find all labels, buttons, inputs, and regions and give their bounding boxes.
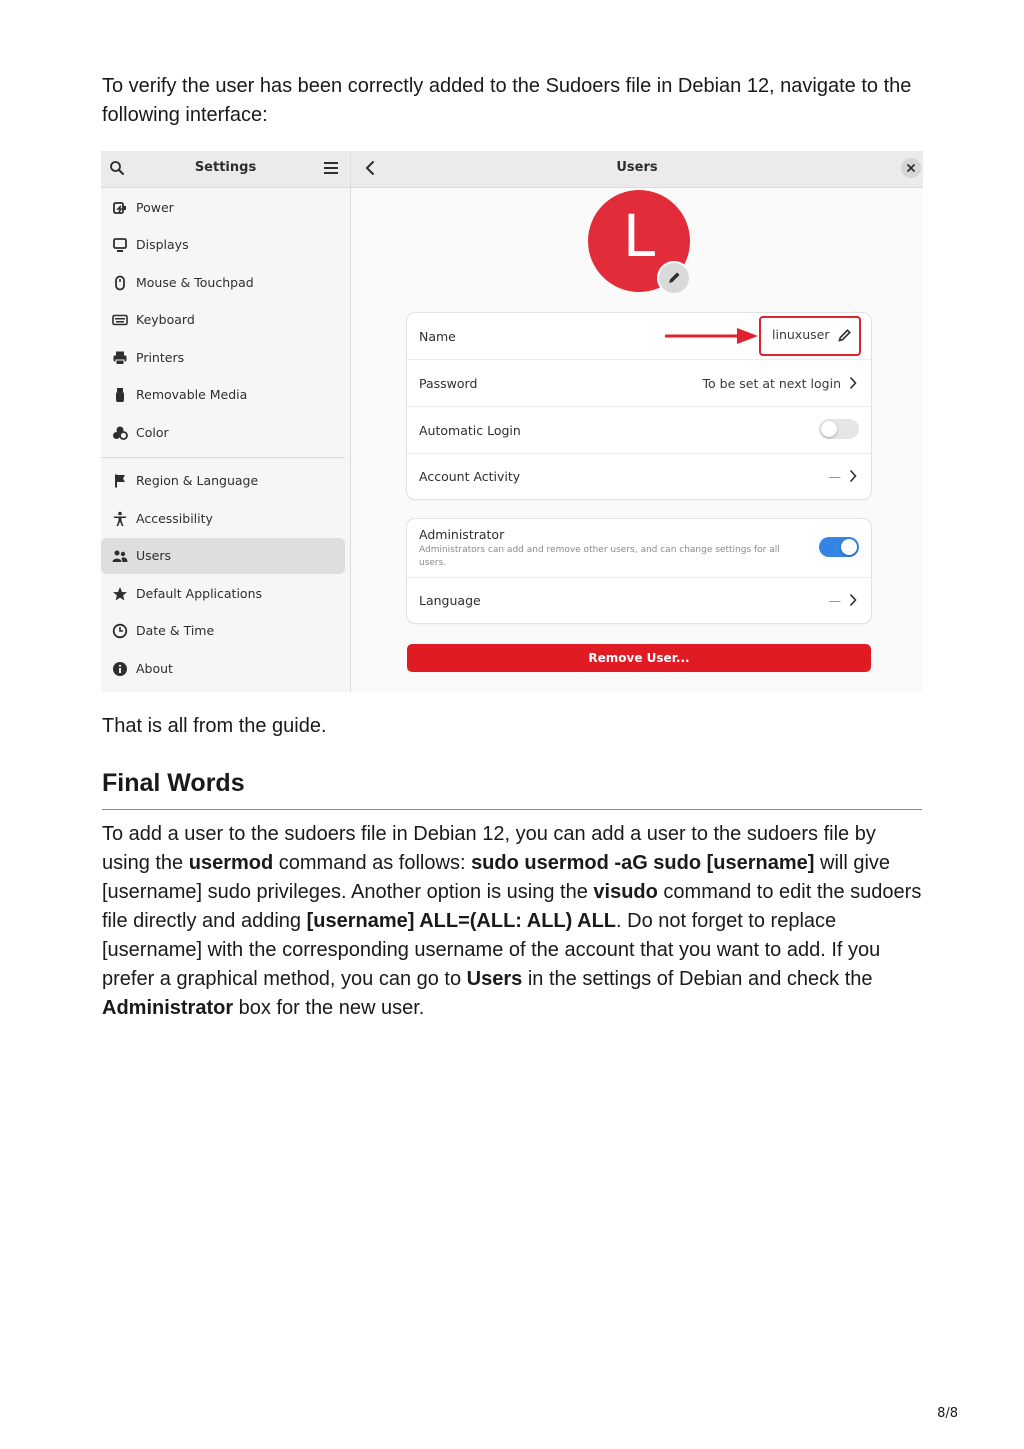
- panel-title: Users: [616, 160, 658, 175]
- switch-knob: [821, 421, 837, 437]
- chevron-right-icon: [849, 593, 857, 607]
- switch-knob: [841, 539, 857, 555]
- sidebar-item-label: Printers: [136, 350, 185, 365]
- usb-icon: [112, 387, 128, 403]
- administrator-description: Administrators can add and remove other users, and can change settings for all users.: [419, 545, 780, 568]
- sidebar-item-label: Mouse & Touchpad: [136, 275, 254, 290]
- final-paragraph: [102, 820, 922, 1023]
- sidebar-item-label: Power: [136, 200, 174, 215]
- sidebar-header: [101, 151, 350, 188]
- chevron-right-icon: [849, 376, 857, 390]
- sidebar-separator: [101, 457, 345, 458]
- page-number: 8/8: [937, 1406, 958, 1421]
- name-value: linuxuser: [772, 327, 830, 342]
- flag-icon: [112, 473, 128, 489]
- red-arrow-annotation: [663, 325, 759, 347]
- sidebar-item-about[interactable]: [101, 651, 345, 687]
- clock-icon: [112, 623, 128, 639]
- password-row[interactable]: [407, 359, 871, 407]
- language-row[interactable]: [407, 577, 871, 623]
- sidebar-item-color[interactable]: [101, 415, 345, 451]
- power-icon: [112, 200, 128, 216]
- text-run: command as follows:: [273, 852, 472, 874]
- sidebar-item-date-time[interactable]: [101, 613, 345, 649]
- sidebar-item-label: Default Applications: [136, 586, 263, 601]
- bold-run: visudo: [593, 881, 658, 903]
- sidebar-item-label: Removable Media: [136, 387, 248, 402]
- pencil-icon: [659, 263, 689, 293]
- users-icon: [112, 548, 128, 564]
- sidebar-item-label: Color: [136, 425, 169, 440]
- name-label: Name: [419, 329, 456, 344]
- name-row: [407, 313, 871, 360]
- sidebar-item-keyboard[interactable]: [101, 302, 345, 338]
- sidebar-item-power[interactable]: [101, 190, 345, 226]
- sidebar-item-label: Displays: [136, 237, 189, 252]
- automatic-login-label: Automatic Login: [419, 423, 521, 438]
- heading-divider: [102, 809, 922, 810]
- sidebar-item-label: Accessibility: [136, 511, 213, 526]
- password-label: Password: [419, 376, 478, 391]
- avatar-edit-button[interactable]: [657, 261, 691, 295]
- bold-run: Administrator: [102, 997, 234, 1019]
- bold-run: sudo usermod -aG sudo [username]: [471, 852, 815, 874]
- sidebar-item-printers[interactable]: [101, 340, 345, 376]
- sidebar-item-displays[interactable]: [101, 227, 345, 263]
- text-run: will give [username] sudo privileges. Another option is using the: [102, 852, 891, 903]
- password-value: To be set at next login: [702, 376, 841, 391]
- language-value: —: [828, 593, 841, 608]
- administrator-switch[interactable]: [819, 537, 859, 557]
- sidebar-item-mouse[interactable]: [101, 265, 345, 301]
- text-run: command to edit the sudoers file directly and adding: [102, 881, 922, 932]
- bold-run: usermod: [188, 852, 274, 874]
- permissions-card: [407, 519, 871, 623]
- sidebar-item-accessibility[interactable]: [101, 501, 345, 537]
- display-icon: [112, 237, 128, 253]
- main-header: [351, 151, 923, 188]
- automatic-login-switch[interactable]: [819, 419, 859, 439]
- intro-paragraph: To verify the user has been correctly added to the Sudoers file in Debian 12, navigate to the following interface:: [102, 75, 912, 126]
- avatar-initial: L: [622, 202, 656, 270]
- sidebar-item-users[interactable]: [101, 538, 345, 574]
- pencil-icon: [838, 328, 852, 342]
- section-heading: Final Words: [102, 769, 245, 797]
- close-icon: [901, 158, 921, 178]
- account-activity-row[interactable]: [407, 453, 871, 499]
- text-run: . Do not forget to replace [username] with the corresponding username of the account that you want to add. If you prefer a graphical method, you can go to: [102, 910, 881, 990]
- users-panel: [351, 151, 923, 692]
- language-label: Language: [419, 593, 481, 608]
- keyboard-icon: [112, 312, 128, 328]
- text-run: To add a user to the sudoers file in Debian 12, you can add a user to the sudoers file by using the: [102, 823, 876, 874]
- sidebar-title: Settings: [194, 160, 257, 175]
- sidebar-item-label: Keyboard: [136, 312, 195, 327]
- close-button[interactable]: [901, 158, 921, 178]
- sidebar-item-removable-media[interactable]: [101, 377, 345, 413]
- sidebar-item-region-language[interactable]: [101, 463, 345, 499]
- automatic-login-row: [407, 406, 871, 454]
- user-details-card: [407, 313, 871, 499]
- name-field[interactable]: [759, 316, 861, 356]
- bold-run: Users: [466, 968, 523, 990]
- text-run: box for the new user.: [233, 997, 425, 1019]
- remove-user-button[interactable]: Remove User...: [407, 644, 871, 672]
- sidebar-item-label: Date & Time: [136, 623, 215, 638]
- hamburger-menu-icon[interactable]: [324, 161, 338, 175]
- mouse-icon: [112, 275, 128, 291]
- settings-sidebar: [101, 151, 351, 692]
- accessibility-icon: [112, 511, 128, 527]
- administrator-label: Administrator: [419, 527, 505, 542]
- bold-run: [username] ALL=(ALL: ALL) ALL: [306, 910, 617, 932]
- sidebar-item-label: Users: [136, 548, 172, 563]
- account-activity-label: Account Activity: [419, 469, 521, 484]
- printer-icon: [112, 350, 128, 366]
- sidebar-item-default-applications[interactable]: [101, 576, 345, 612]
- star-icon: [112, 586, 128, 602]
- settings-screenshot: [101, 151, 923, 692]
- info-icon: [112, 661, 128, 677]
- text-run: in the settings of Debian and check the: [522, 968, 873, 990]
- sidebar-item-label: About: [136, 661, 173, 676]
- account-activity-value: —: [828, 469, 841, 484]
- color-icon: [112, 425, 128, 441]
- outro-paragraph: That is all from the guide.: [102, 715, 327, 737]
- chevron-right-icon: [849, 469, 857, 483]
- sidebar-item-label: Region & Language: [136, 473, 259, 488]
- administrator-row: [407, 519, 871, 578]
